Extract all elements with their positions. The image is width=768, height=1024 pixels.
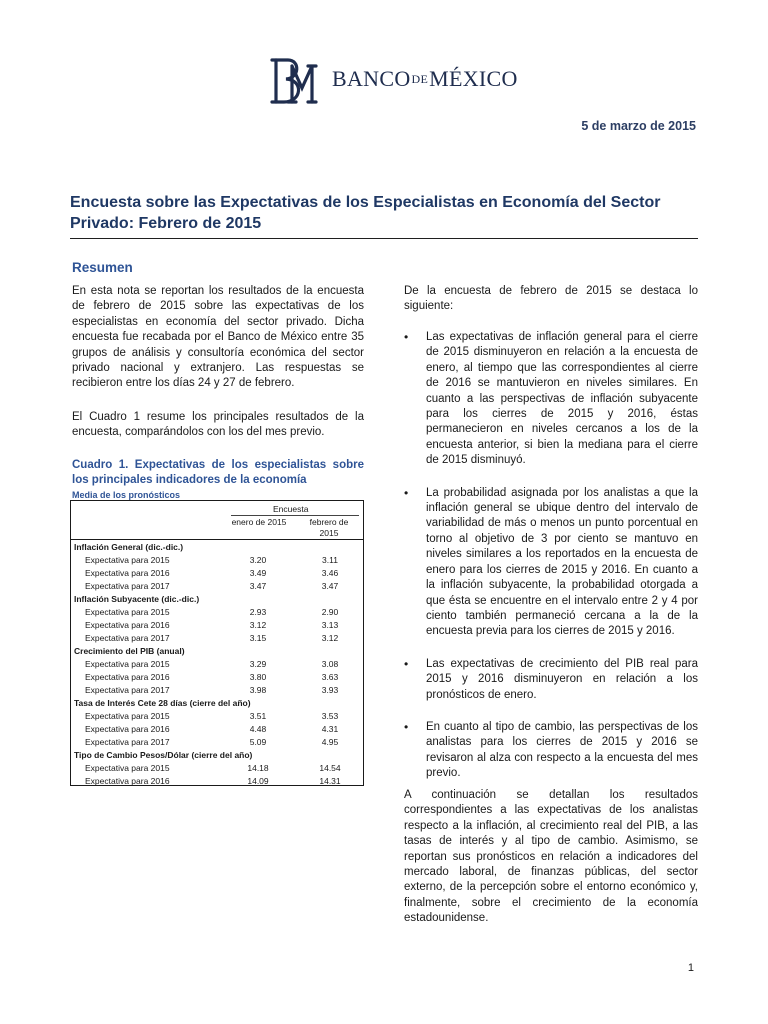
cell-febrero: 3.46 bbox=[321, 568, 339, 578]
section-label: Inflación General (dic.-dic.) bbox=[74, 542, 184, 552]
cell-febrero: 3.47 bbox=[321, 581, 339, 591]
cell-febrero: 3.63 bbox=[321, 672, 339, 682]
bullet-icon: • bbox=[404, 656, 409, 671]
table-row bbox=[71, 736, 363, 749]
table-header-rule bbox=[71, 539, 363, 540]
table-row bbox=[71, 658, 363, 671]
list-item bbox=[404, 720, 698, 782]
table-section-header bbox=[71, 697, 363, 710]
cell-febrero: 14.54 bbox=[319, 763, 341, 773]
banxico-monogram-icon bbox=[268, 52, 320, 108]
row-label: Expectativa para 2015 bbox=[85, 763, 170, 773]
cell-enero: 3.20 bbox=[249, 555, 267, 565]
row-label: Expectativa para 2015 bbox=[85, 607, 170, 617]
cell-febrero: 3.08 bbox=[321, 659, 339, 669]
list-item bbox=[404, 657, 698, 703]
table-section-header bbox=[71, 645, 363, 658]
cell-enero: 3.49 bbox=[249, 568, 267, 578]
section-label: Tipo de Cambio Pesos/Dólar (cierre del año) bbox=[74, 750, 253, 760]
row-label: Expectativa para 2017 bbox=[85, 633, 170, 643]
cell-enero: 3.29 bbox=[249, 659, 267, 669]
row-label: Expectativa para 2017 bbox=[85, 685, 170, 695]
table-row bbox=[71, 606, 363, 619]
highlights-intro: De la encuesta de febrero de 2015 se destaca lo siguiente: bbox=[404, 285, 698, 313]
bank-name: BANCODEMÉXICO bbox=[332, 66, 518, 91]
section-label: Crecimiento del PIB (anual) bbox=[74, 646, 185, 656]
summary-paragraph-1: En esta nota se reportan los resultados de la encuesta de febrero de 2015 sobre las expectativas de los especialistas en economía del sector privado. Dicha encuesta fue recabada por el Banco de México entre 35 grupos de análisis y consultoría económica del sector privado nacional y extranjero. Las respuestas se recibieron entre los días 24 y 27 de febrero. bbox=[72, 285, 364, 390]
section-label: Inflación Subyacente (dic.-dic.) bbox=[74, 594, 200, 604]
row-label: Expectativa para 2017 bbox=[85, 581, 170, 591]
cell-febrero: 3.13 bbox=[321, 620, 339, 630]
table-subtitle: Media de los pronósticos bbox=[72, 490, 181, 500]
row-label: Expectativa para 2015 bbox=[85, 555, 170, 565]
row-label: Expectativa para 2016 bbox=[85, 776, 170, 786]
table-column-header: febrero de 2015 bbox=[309, 517, 349, 538]
row-label: Expectativa para 2016 bbox=[85, 568, 170, 578]
cell-enero: 2.93 bbox=[249, 607, 267, 617]
table-row bbox=[71, 671, 363, 684]
list-item-text: Las expectativas de crecimiento del PIB real para 2015 y 2016 disminuyeron en relación a los pronósticos de enero. bbox=[426, 657, 698, 701]
cell-febrero: 14.31 bbox=[319, 776, 341, 786]
table-row bbox=[71, 554, 363, 567]
list-item-text: La probabilidad asignada por los analistas a que la inflación general se ubique dentro del intervalo de variabilidad de más o menos un punto porcentual en torno al objetivo de 3 por ciento se mantuvo en niveles similares a los reportados en la encuesta de enero para los cierres de 2015 y 2016. En cuanto a la inflación subyacente, la probabilidad otorgada a que ésta se encuentre en el intervalo entre 2 y 4 por ciento también permaneció cercana a la de la encuesta previa para los cierres de 2015 y 2016. bbox=[426, 486, 698, 638]
cell-febrero: 3.93 bbox=[321, 685, 339, 695]
title-divider bbox=[70, 238, 698, 239]
cell-enero: 3.98 bbox=[249, 685, 267, 695]
bullet-icon: • bbox=[404, 485, 409, 500]
table-section-header bbox=[71, 593, 363, 606]
table-row bbox=[71, 775, 363, 788]
table-row bbox=[71, 619, 363, 632]
list-item-text: Las expectativas de inflación general para el cierre de 2015 disminuyeron en relación a la encuesta de enero, al tiempo que las correspondientes al cierre de 2016 se mantuvieron en niveles similares. En cuanto a las perspectivas de inflación subyacente para los cierres de 2015 y 2016, éstas permanecieron en niveles cercanos a los de la encuesta anterior, si bien la mediana para el cierre de 2015 disminuyó. bbox=[426, 331, 698, 467]
table-title: Cuadro 1. Expectativas de los especialistas sobre los principales indicadores de la economía bbox=[72, 459, 364, 487]
table-row bbox=[71, 632, 363, 645]
cell-febrero: 4.31 bbox=[321, 724, 339, 734]
cell-enero: 4.48 bbox=[249, 724, 267, 734]
list-item bbox=[404, 330, 698, 469]
document-title: Encuesta sobre las Expectativas de los Especialistas en Economía del Sector Privado: Febrero de 2015 bbox=[70, 194, 661, 232]
table-section-header bbox=[71, 541, 363, 554]
cell-enero: 14.18 bbox=[247, 763, 269, 773]
section-label: Tasa de Interés Cete 28 días (cierre del año) bbox=[74, 698, 251, 708]
table-row bbox=[71, 580, 363, 593]
row-label: Expectativa para 2015 bbox=[85, 659, 170, 669]
cell-febrero: 3.12 bbox=[321, 633, 339, 643]
expectations-table bbox=[70, 500, 364, 786]
table-row bbox=[71, 723, 363, 736]
page-number: 1 bbox=[687, 962, 694, 974]
bullet-icon: • bbox=[404, 330, 409, 344]
cell-enero: 5.09 bbox=[249, 737, 267, 747]
cell-febrero: 3.53 bbox=[321, 711, 339, 721]
bullet-icon: • bbox=[404, 719, 409, 734]
closing-paragraph: A continuación se detallan los resultados correspondientes a las expectativas de los analistas respecto a la inflación, al crecimiento real del PIB, a las tasas de interés y al tipo de cambio. Asimismo, se reportan sus pronósticos en relación a indicadores del mercado laboral, de finanzas públicas, del sector externo, de la percepción sobre el entorno económico y, finalmente, sobre el crecimiento de la economía estadounidense. bbox=[404, 789, 698, 925]
banxico-logo bbox=[268, 52, 518, 108]
list-item-text: En cuanto al tipo de cambio, las perspectivas de los analistas para los cierres de 2015 y 2016 se revisaron al alza con respecto a la encuesta del mes previo. bbox=[426, 720, 698, 780]
cell-febrero: 3.11 bbox=[322, 555, 338, 565]
cell-febrero: 2.90 bbox=[321, 607, 339, 617]
table-section-header bbox=[71, 749, 363, 762]
row-label: Expectativa para 2016 bbox=[85, 672, 170, 682]
table-header-group: Encuesta bbox=[273, 504, 309, 514]
table-row bbox=[71, 710, 363, 723]
list-item bbox=[404, 486, 698, 640]
table-header-underline bbox=[231, 515, 359, 516]
row-label: Expectativa para 2017 bbox=[85, 737, 170, 747]
table-row bbox=[71, 762, 363, 775]
table-row bbox=[71, 684, 363, 697]
publication-date: 5 de marzo de 2015 bbox=[581, 119, 696, 133]
table-column-header: enero de 2015 bbox=[231, 517, 287, 527]
summary-paragraph-2: El Cuadro 1 resume los principales resultados de la encuesta, comparándolos con los del mes previo. bbox=[72, 411, 364, 439]
highlights-list bbox=[404, 330, 698, 799]
cell-enero: 3.12 bbox=[249, 620, 267, 630]
table-row bbox=[71, 567, 363, 580]
cell-enero: 3.51 bbox=[249, 711, 267, 721]
row-label: Expectativa para 2016 bbox=[85, 620, 170, 630]
cell-enero: 3.47 bbox=[249, 581, 267, 591]
cell-febrero: 4.95 bbox=[321, 737, 339, 747]
cell-enero: 3.80 bbox=[249, 672, 267, 682]
cell-enero: 14.09 bbox=[247, 776, 269, 786]
resumen-heading: Resumen bbox=[72, 260, 133, 275]
row-label: Expectativa para 2016 bbox=[85, 724, 170, 734]
row-label: Expectativa para 2015 bbox=[85, 711, 170, 721]
cell-enero: 3.15 bbox=[249, 633, 267, 643]
